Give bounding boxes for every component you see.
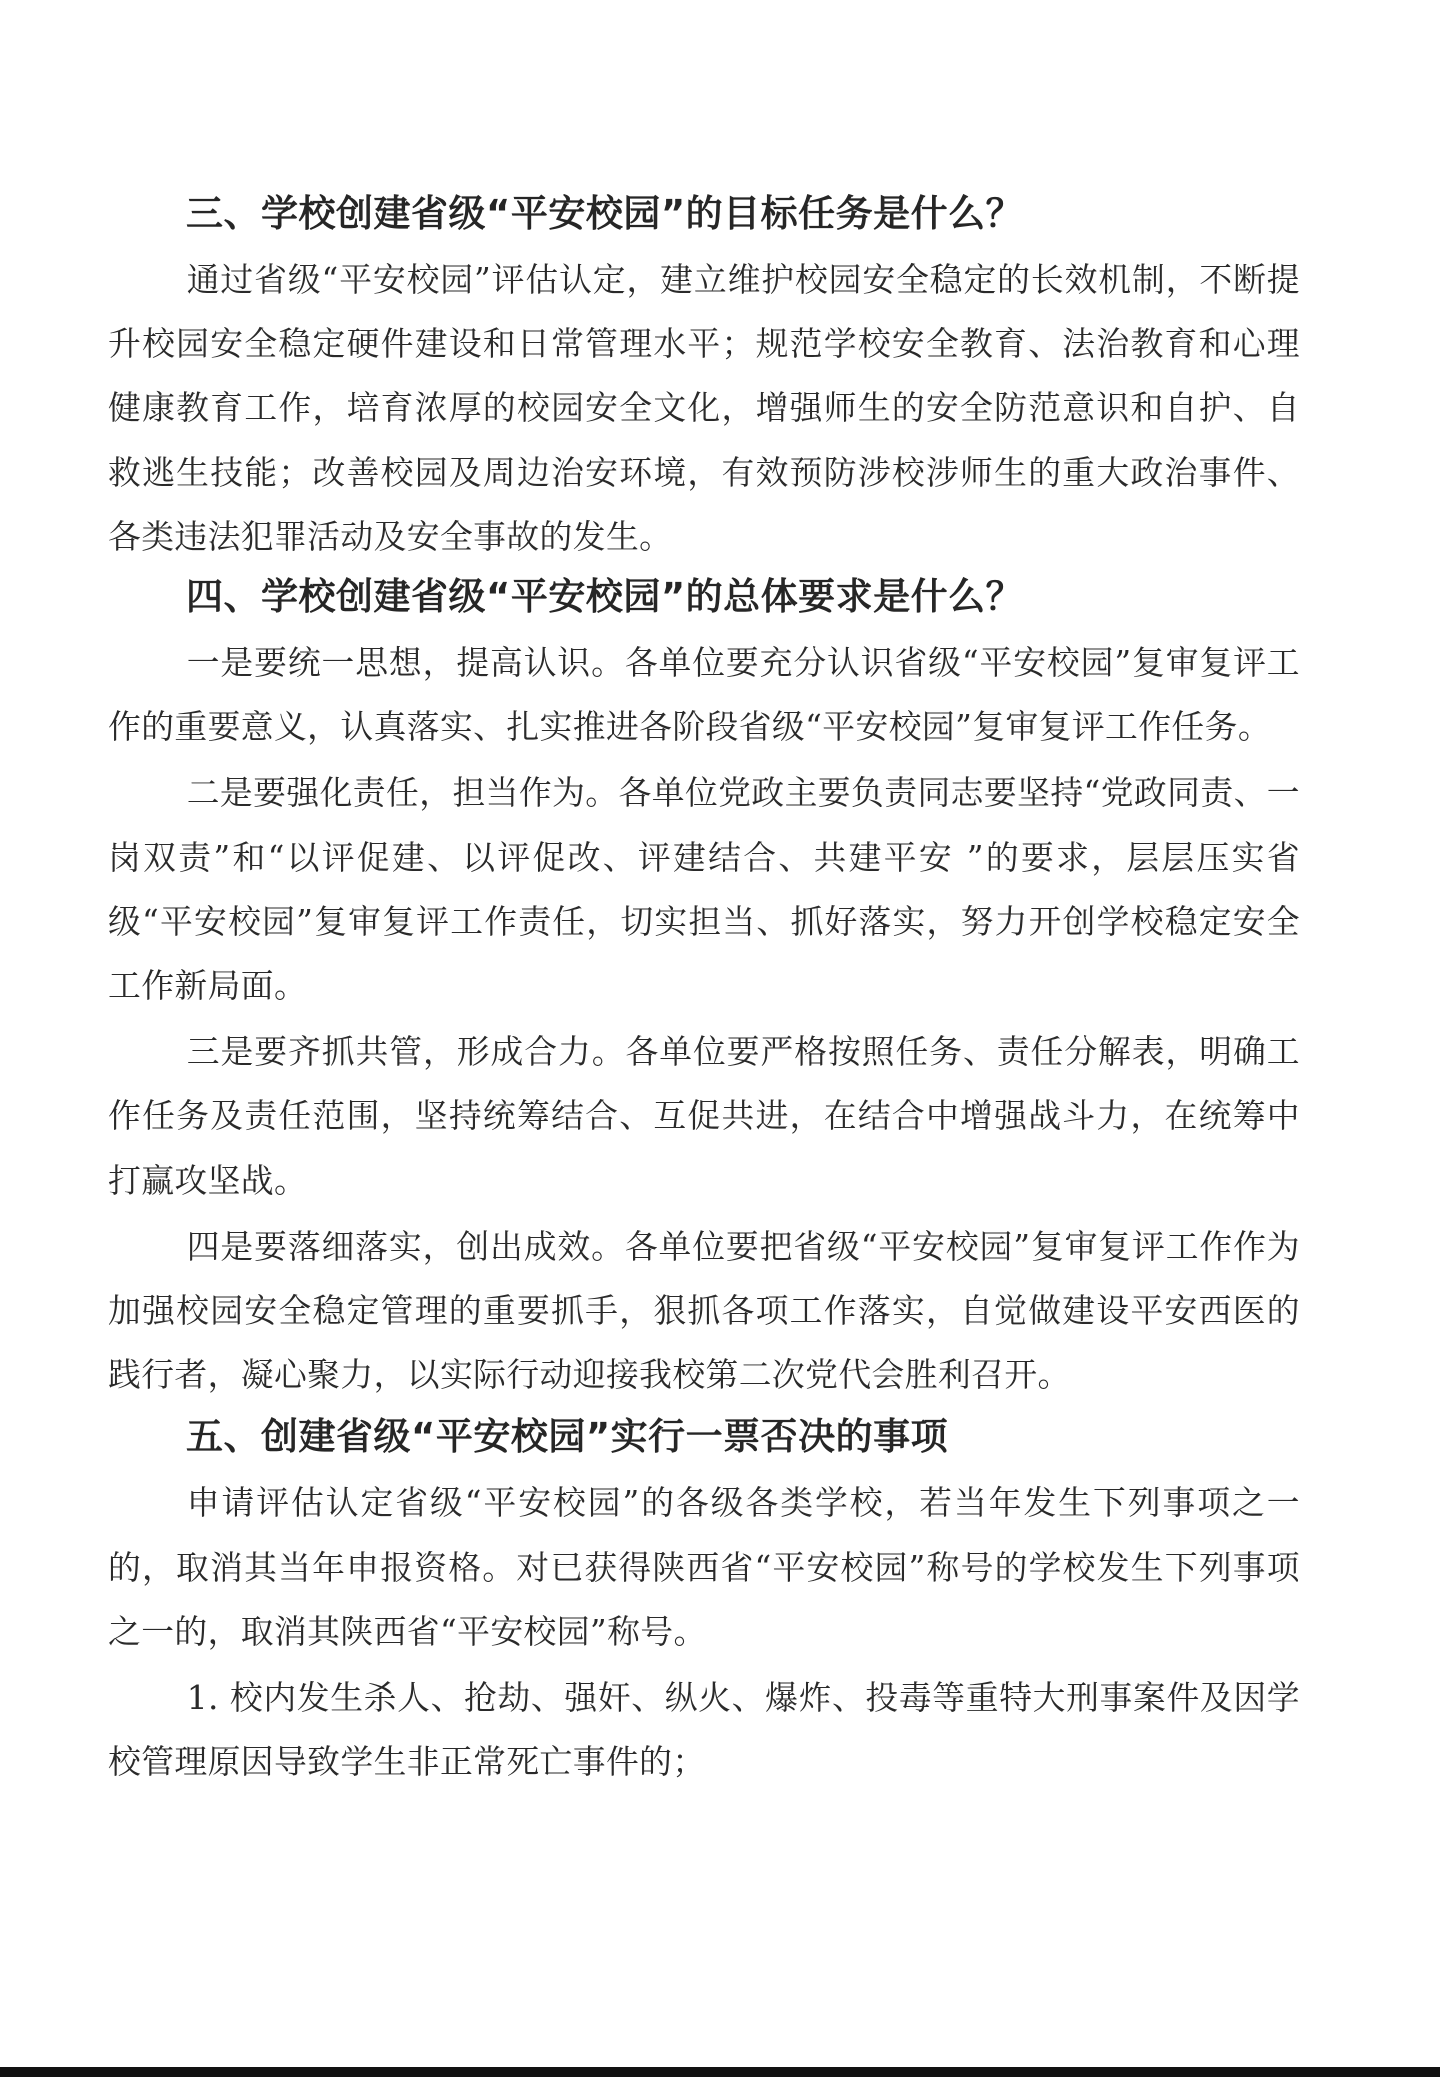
section-heading-4: 四、学校创建省级“平安校园”的总体要求是什么？ [186,575,1024,619]
paragraph-veto-intro: 申请评估认定省级“平安校园”的各级各类学校，若当年发生下列事项之一的，取消其当年申报资格。对已获得陕西省“平安校园”称号的学校发生下列事项之一的，取消其陕西省“平安校园”称号。 [108,1484,1300,1651]
paragraph-veto-item-1: 1. 校内发生杀人、抢劫、强奸、纵火、爆炸、投毒等重特大刑事案件及因学校管理原因导致学生非正常死亡事件的； [108,1679,1300,1782]
paragraph-requirement-4: 四是要落细落实，创出成效。各单位要把省级“平安校园”复审复评工作作为加强校园安全稳定管理的重要抓手，狠抓各项工作落实，自觉做建设平安西医的践行者，凝心聚力，以实际行动迎接我校第二次党代会胜利召开。 [108,1227,1300,1395]
paragraph-requirement-1: 一是要统一思想，提高认识。各单位要充分认识省级“平安校园”复审复评工作的重要意义，认真落实、扎实推进各阶段省级“平安校园”复审复评工作任务。 [108,644,1300,747]
section-heading-5: 五、创建省级“平安校园”实行一票否决的事项 [186,1415,949,1459]
paragraph-requirement-2: 二是要强化责任，担当作为。各单位党政主要负责同志要坚持“党政同责、一岗双责”和“以评促建、以评促改、评建结合、共建平安 ”的要求，层层压实省级“平安校园”复审复评工作责任，切实担当、抓好落实，努力开创学校稳定安全工作新局面。 [108,774,1300,1006]
section-heading-3: 三、学校创建省级“平安校园”的目标任务是什么？ [186,192,1024,235]
page-bottom-border [0,2067,1440,2077]
paragraph-requirement-3: 三是要齐抓共管，形成合力。各单位要严格按照任务、责任分解表，明确工作任务及责任范围，坚持统筹结合、互促共进，在结合中增强战斗力，在统筹中打赢攻坚战。 [108,1033,1300,1200]
paragraph-goal-tasks: 通过省级“平安校园”评估认定，建立维护校园安全稳定的长效机制，不断提升校园安全稳定硬件建设和日常管理水平；规范学校安全教育、法治教育和心理健康教育工作，培育浓厚的校园安全文化，增强师生的安全防范意识和自护、自救逃生技能；改善校园及周边治安环境，有效预防涉校涉师生的重大政治事件、各类违法犯罪活动及安全事故的发生。 [108,261,1300,556]
document-page [108,182,1300,1794]
